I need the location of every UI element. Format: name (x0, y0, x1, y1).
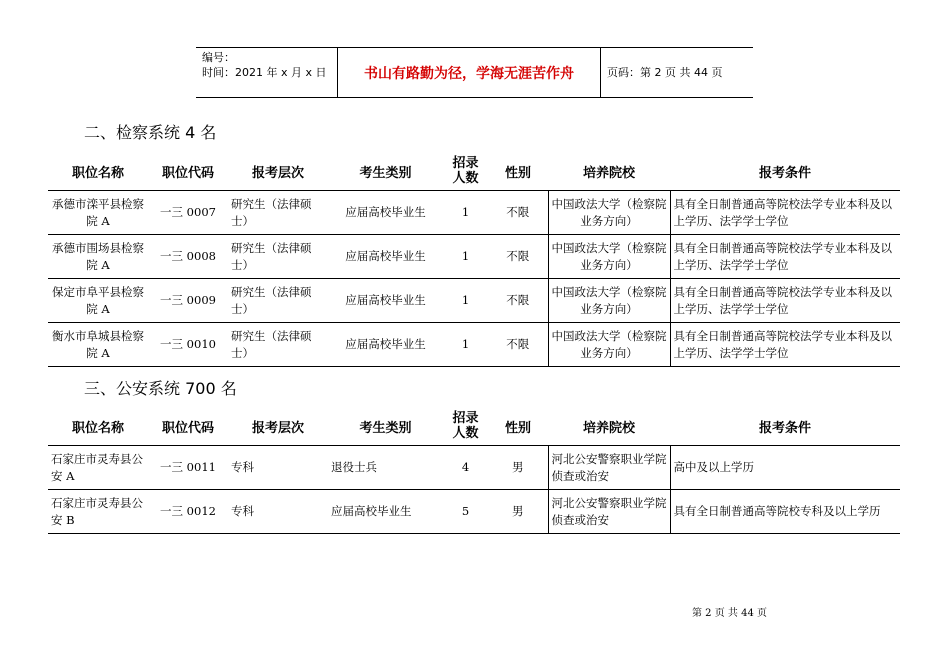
cell-count: 4 (461, 460, 470, 474)
header-page-cell (601, 48, 753, 97)
cell-count: 5 (461, 504, 470, 518)
cell-condition: 具有全日制普通高等院校法学专业本科及以上学历、法学学士学位 (670, 235, 900, 279)
cell-position-name: 衡水市阜城县检察院 A (52, 328, 144, 360)
cell-school: 中国政法大学（检察院业务方向） (548, 191, 670, 235)
section-title-public-security: 三、公安系统 700 名 (84, 379, 237, 398)
cell-count: 1 (461, 337, 470, 351)
cell-position-name: 保定市阜平县检察院 A (52, 284, 144, 316)
header-motto-cell (338, 48, 601, 97)
cell-condition: 具有全日制普通高等院校法学专业本科及以上学历、法学学士学位 (670, 191, 900, 235)
col-header: 职位代码 (161, 165, 214, 181)
table-row (48, 235, 900, 279)
cell-category: 应届高校毕业生 (345, 293, 426, 307)
table-row (48, 446, 900, 490)
col-header: 招录 人数 (452, 411, 479, 441)
col-header: 报考层次 (251, 165, 304, 181)
cell-position-code: 一三 0008 (160, 249, 216, 263)
cell-position-code: 一三 0007 (160, 205, 216, 219)
cell-school: 中国政法大学（检察院业务方向） (548, 235, 670, 279)
cell-category: 退役士兵 (331, 460, 377, 474)
cell-position-name: 承德市滦平县检察院 A (52, 196, 144, 228)
cell-category: 应届高校毕业生 (345, 337, 426, 351)
col-header: 培养院校 (582, 165, 635, 181)
doc-number-label: 编号： (202, 51, 235, 64)
cell-position-code: 一三 0011 (160, 460, 216, 474)
cell-gender: 男 (512, 460, 524, 474)
cell-gender: 不限 (506, 293, 530, 307)
col-header: 培养院校 (582, 420, 635, 436)
table-row (48, 490, 900, 534)
cell-gender: 不限 (506, 337, 530, 351)
table-header-row (48, 152, 900, 191)
doc-time-label: 时间：2021 年 x 月 x 日 (202, 66, 327, 79)
cell-level: 研究生（法律硕士） (231, 240, 312, 272)
cell-school: 河北公安警察职业学院侦查或治安 (548, 490, 670, 534)
cell-condition: 具有全日制普通高等院校法学专业本科及以上学历、法学学士学位 (670, 279, 900, 323)
cell-gender: 不限 (506, 249, 530, 263)
cell-position-code: 一三 0010 (160, 337, 216, 351)
cell-school: 中国政法大学（检察院业务方向） (548, 323, 670, 367)
cell-category: 应届高校毕业生 (331, 504, 412, 518)
table-row (48, 279, 900, 323)
col-header: 职位名称 (71, 420, 124, 436)
col-header: 招录 人数 (452, 156, 479, 186)
col-header: 职位名称 (71, 165, 124, 181)
cell-level: 研究生（法律硕士） (231, 284, 312, 316)
cell-gender: 男 (512, 504, 524, 518)
cell-position-name: 石家庄市灵寿县公安 B (51, 495, 143, 527)
table-header-row (48, 407, 900, 446)
col-header: 职位代码 (161, 420, 214, 436)
col-header: 考生类别 (359, 165, 412, 181)
cell-level: 专科 (231, 504, 254, 518)
cell-condition: 具有全日制普通高等院校法学专业本科及以上学历、法学学士学位 (670, 323, 900, 367)
cell-condition: 高中及以上学历 (670, 446, 900, 490)
table-row (48, 191, 900, 235)
cell-count: 1 (461, 205, 470, 219)
cell-position-code: 一三 0012 (160, 504, 216, 518)
cell-category: 应届高校毕业生 (345, 205, 426, 219)
cell-school: 中国政法大学（检察院业务方向） (548, 279, 670, 323)
cell-position-name: 承德市围场县检察院 A (52, 240, 144, 272)
page-header (196, 47, 753, 98)
cell-category: 应届高校毕业生 (345, 249, 426, 263)
header-motto: 书山有路勤为径，学海无涯苦作舟 (364, 65, 574, 82)
col-header: 报考条件 (758, 420, 811, 436)
col-header: 考生类别 (359, 420, 412, 436)
cell-gender: 不限 (506, 205, 530, 219)
cell-level: 研究生（法律硕士） (231, 196, 312, 228)
col-header: 报考条件 (758, 165, 811, 181)
col-header: 性别 (504, 165, 531, 181)
table-row (48, 323, 900, 367)
cell-level: 研究生（法律硕士） (231, 328, 312, 360)
cell-count: 1 (461, 249, 470, 263)
cell-level: 专科 (231, 460, 254, 474)
procuratorate-table (48, 152, 900, 367)
page-footer: 第 2 页 共 44 页 (692, 608, 767, 619)
cell-position-name: 石家庄市灵寿县公安 A (51, 451, 143, 483)
public-security-table (48, 407, 900, 534)
section-title-procuratorate: 二、检察系统 4 名 (84, 123, 217, 142)
cell-condition: 具有全日制普通高等院校专科及以上学历 (670, 490, 900, 534)
col-header: 性别 (504, 420, 531, 436)
header-meta (196, 48, 338, 97)
cell-count: 1 (461, 293, 470, 307)
cell-position-code: 一三 0009 (160, 293, 216, 307)
cell-school: 河北公安警察职业学院侦查或治安 (548, 446, 670, 490)
header-page-info: 页码：第 2 页 共 44 页 (607, 65, 723, 79)
col-header: 报考层次 (251, 420, 304, 436)
